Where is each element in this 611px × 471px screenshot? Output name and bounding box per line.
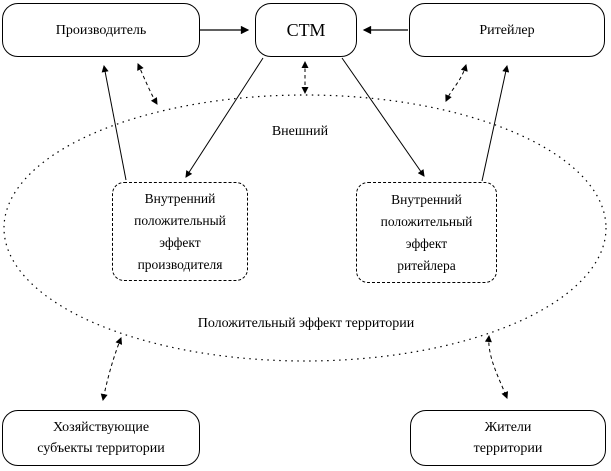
inner-retailer-line: эффект [405,235,448,251]
arrow-producer-ellipse [138,64,157,104]
node-stm [255,3,357,57]
inner-retailer-line: положительный [380,213,473,229]
node-retailer-label: Ритейлер [479,22,535,38]
territory-entities-line: Хозяйствующие [52,420,150,435]
territory-entities-line: субъекты территории [37,441,165,456]
node-producer-label: Производитель [55,22,147,38]
arrow-stm-to-inner-producer [186,58,263,177]
node-territory-entities [2,410,200,466]
arrow-stm-to-inner-retailer [342,58,424,176]
arrow-inner-producer-to-producer [104,66,126,180]
node-producer [2,3,200,57]
inner-retailer-line: ритейлера [397,257,456,273]
territory-residents-line: Жители [484,420,532,435]
node-retailer [409,3,605,57]
territory-effect-label: Положительный эффект территории [197,316,415,331]
node-stm-label: СТМ [286,20,326,40]
arrow-ellipse-territory-residents [489,336,507,398]
external-effect-label: Внешний [271,124,329,139]
territory-residents-line: территории [473,441,543,456]
arrow-inner-retailer-to-retailer [482,66,507,181]
inner-producer-line: Внутренний [144,190,216,206]
inner-producer-line: эффект [159,234,201,250]
inner-producer-line: производителя [137,256,223,272]
node-territory-residents [410,410,606,466]
arrow-retailer-ellipse [446,65,466,101]
node-inner-producer-effect [112,182,248,281]
inner-producer-line: положительный [134,212,226,228]
node-inner-retailer-effect [356,182,497,283]
inner-retailer-line: Внутренний [391,191,462,207]
arrow-ellipse-territory-entities [103,338,121,400]
